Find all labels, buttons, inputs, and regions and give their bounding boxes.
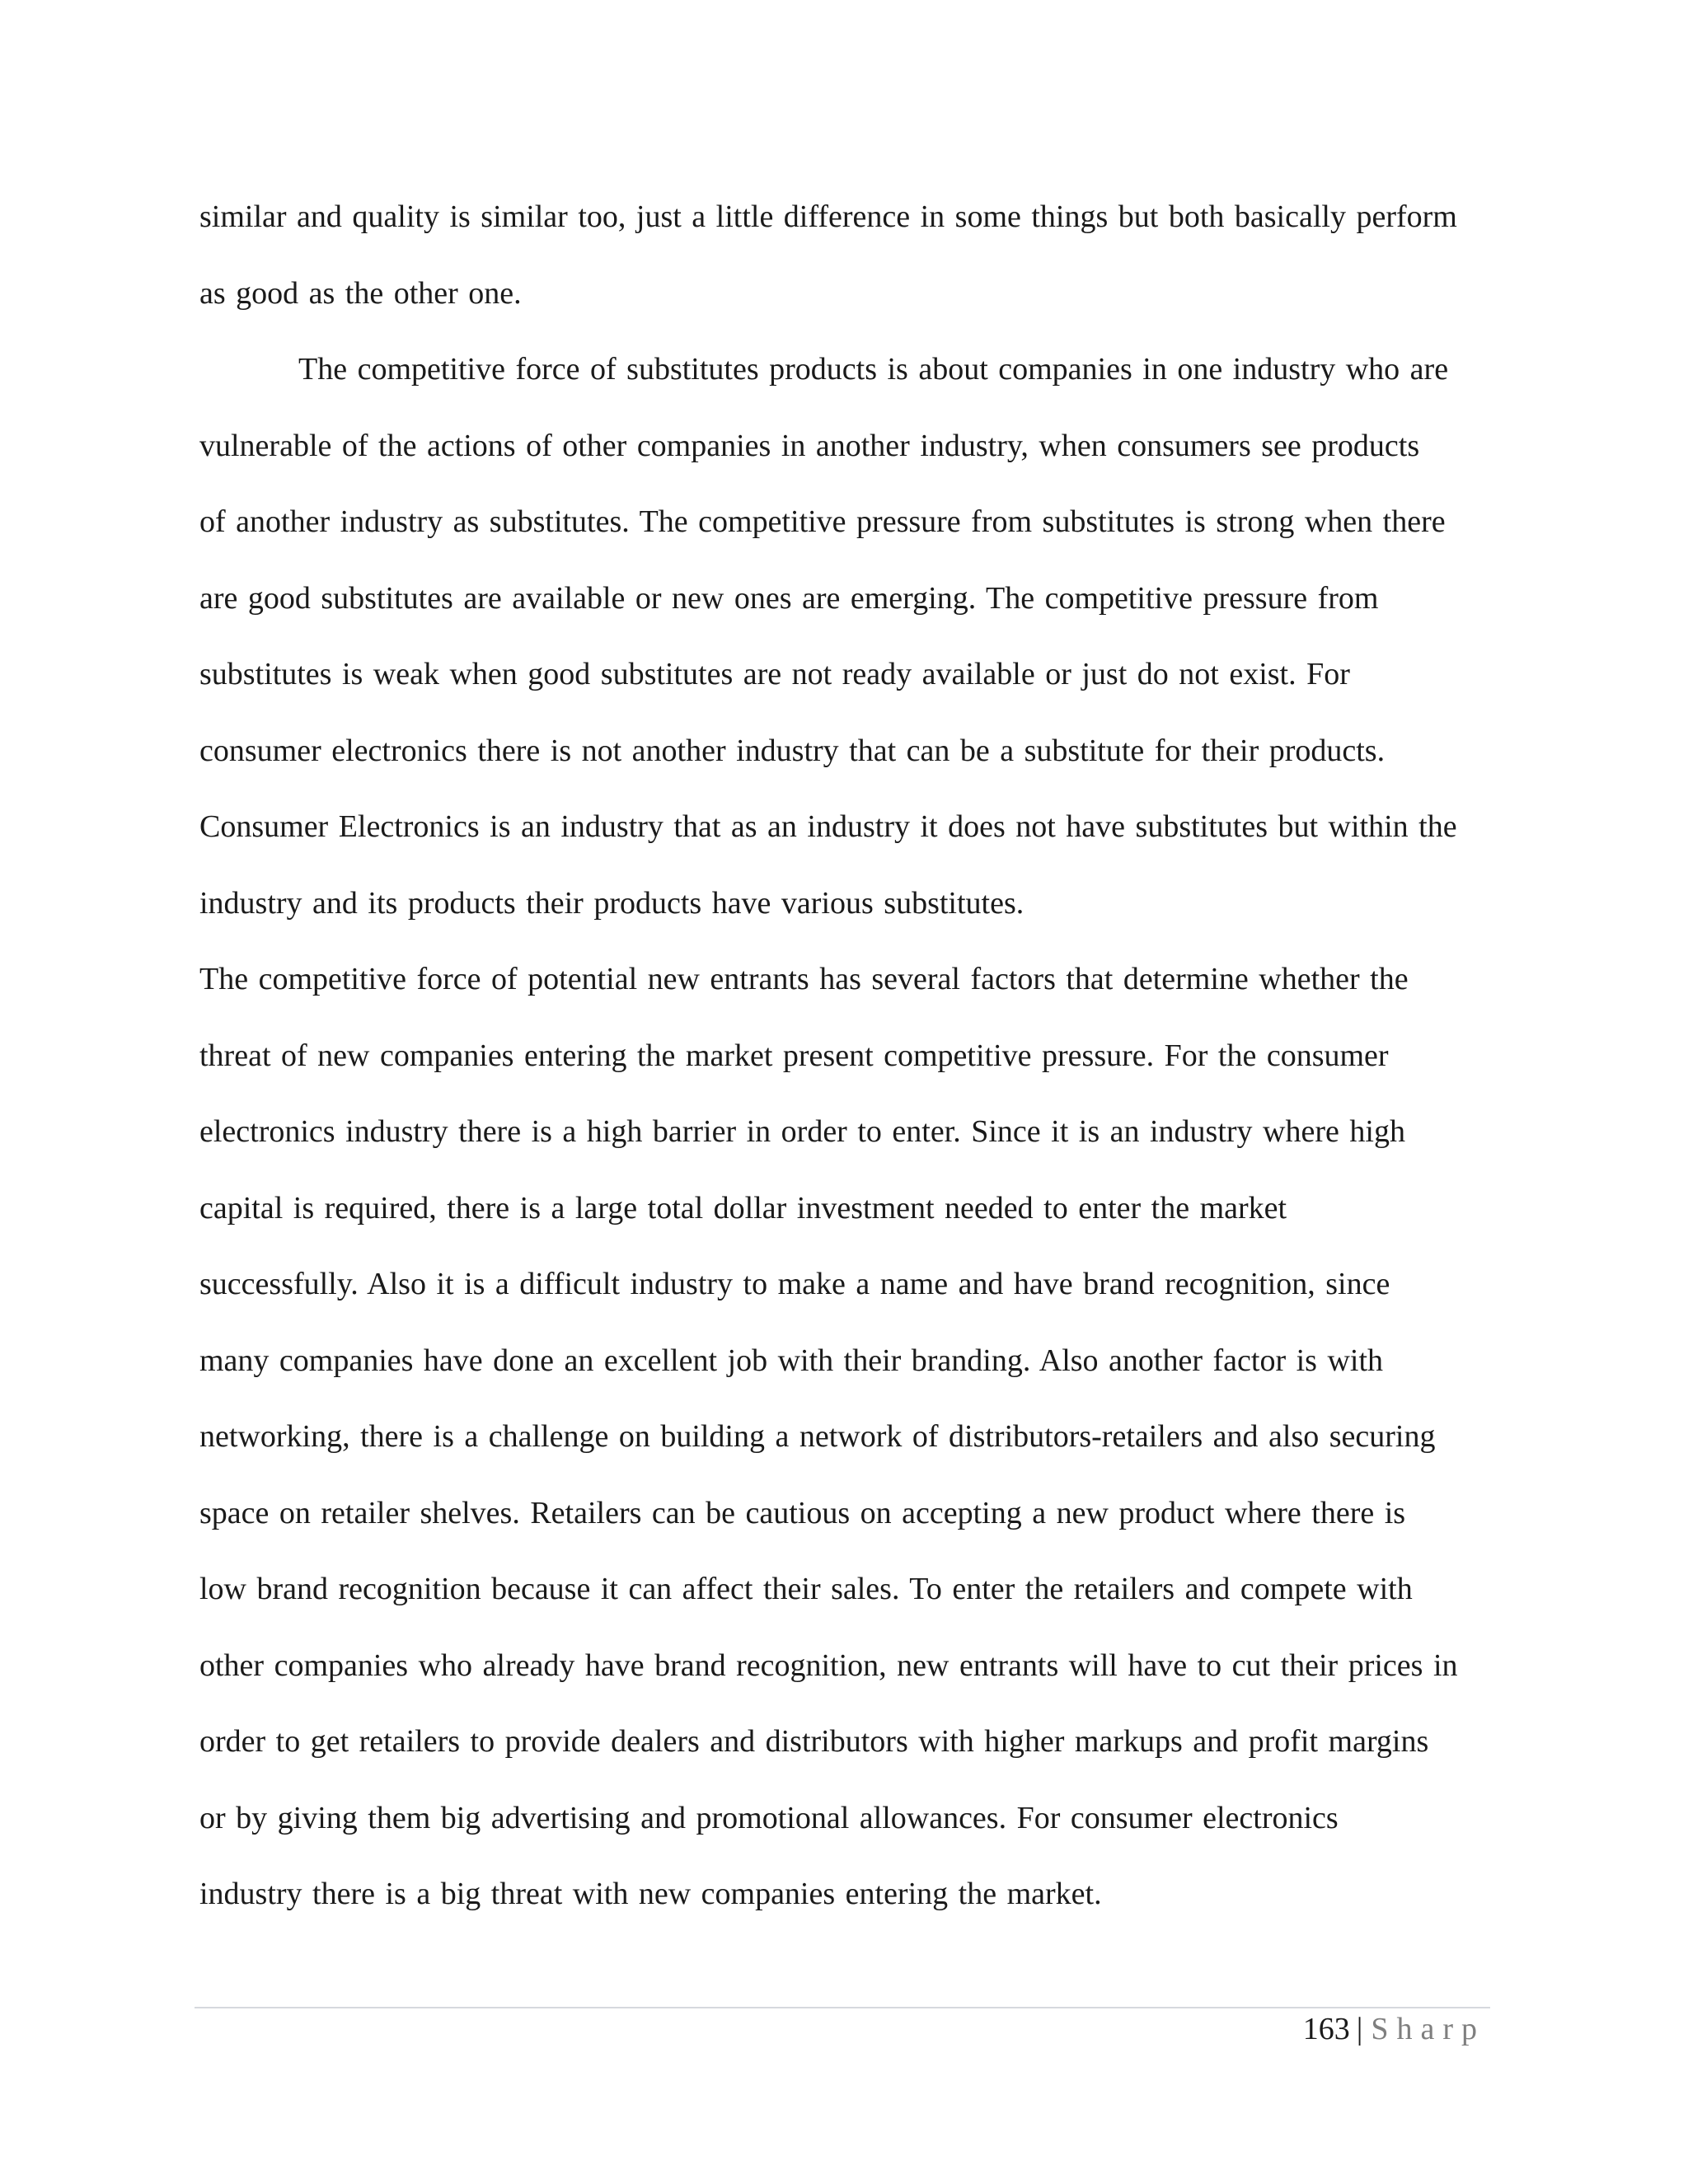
text-line: vulnerable of the actions of other companies in another industry, when consumers see products	[199, 428, 1420, 463]
text-line: as good as the other one.	[199, 275, 522, 311]
text-line: electronics industry there is a high barrier in order to enter. Since it is an industry where high	[199, 1114, 1405, 1149]
text-line: space on retailer shelves. Retailers can be cautious on accepting a new product where there is	[199, 1495, 1406, 1530]
page-number: 163	[1302, 2012, 1350, 2046]
text-line: industry and its products their products have various substitutes.	[199, 885, 1025, 921]
text-line: many companies have done an excellent job with their branding. Also another factor is with	[199, 1343, 1383, 1378]
text-line: threat of new companies entering the market present competitive pressure. For the consumer	[199, 1038, 1389, 1073]
text-line: are good substitutes are available or new ones are emerging. The competitive pressure from	[199, 580, 1379, 616]
text-line: or by giving them big advertising and promotional allowances. For consumer electronics	[199, 1800, 1339, 1835]
footer-separator: |	[1356, 2012, 1363, 2046]
page-footer	[1303, 2004, 1485, 2054]
text-line: other companies who already have brand recognition, new entrants will have to cut their prices in	[199, 1647, 1458, 1683]
text-line: capital is required, there is a large total dollar investment needed to enter the market	[199, 1190, 1287, 1226]
text-line: networking, there is a challenge on building a network of distributors-retailers and also securing	[199, 1419, 1436, 1454]
text-line: consumer electronics there is not another industry that can be a substitute for their products.	[199, 733, 1386, 768]
text-line: similar and quality is similar too, just a little difference in some things but both basically perform	[199, 199, 1457, 234]
text-line: of another industry as substitutes. The competitive pressure from substitutes is strong when there	[199, 504, 1446, 539]
footer-author: Sharp	[1371, 2012, 1485, 2046]
text-line: order to get retailers to provide dealers and distributors with higher markups and profit margins	[199, 1724, 1429, 1759]
text-line: Consumer Electronics is an industry that as an industry it does not have substitutes but within the	[199, 809, 1457, 844]
body-text	[199, 190, 1500, 1943]
paragraph-start-line: The competitive force of substitutes products is about companies in one industry who are	[298, 352, 1449, 387]
text-line: successfully. Also it is a difficult industry to make a name and have brand recognition, since	[199, 1267, 1390, 1301]
footer-divider	[195, 2007, 1490, 2008]
text-line: industry there is a big threat with new companies entering the market.	[199, 1877, 1102, 1911]
text-line: low brand recognition because it can affect their sales. To enter the retailers and compete with	[199, 1572, 1413, 1606]
paragraph-start-line: The competitive force of potential new entrants has several factors that determine whether the	[199, 962, 1409, 996]
text-line: substitutes is weak when good substitutes are not ready available or just do not exist. For	[199, 657, 1350, 691]
